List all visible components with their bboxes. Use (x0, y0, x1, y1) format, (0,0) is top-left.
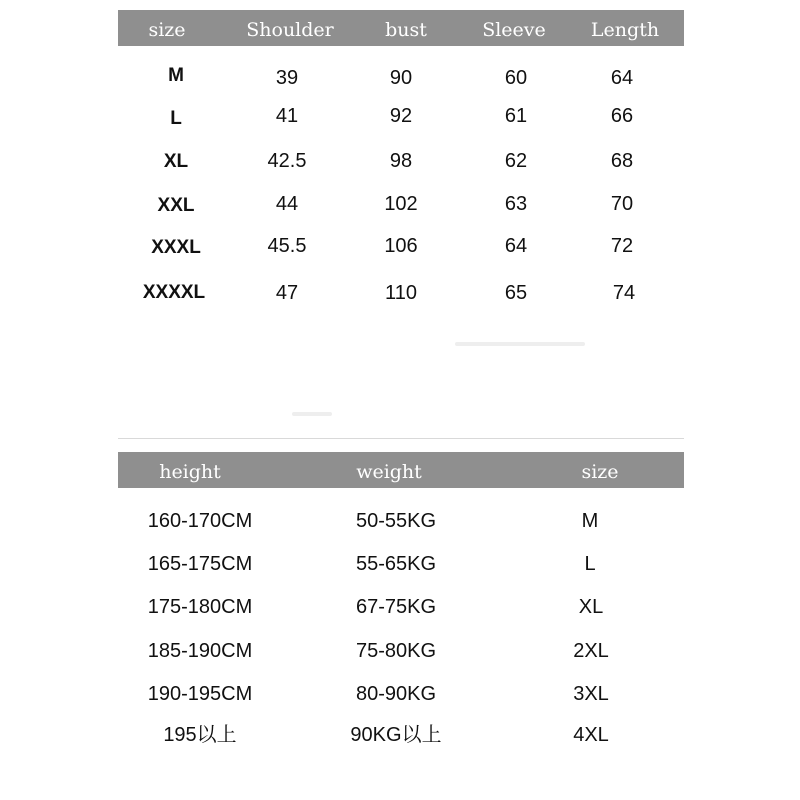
sleeve-cell: 60 (504, 67, 528, 89)
weight-cell: 90KG以上 (350, 724, 442, 746)
header-shoulder: Shoulder (246, 19, 334, 41)
weight-cell: 80-90KG (355, 683, 437, 705)
size-cell: M (581, 510, 599, 532)
size-cell: XL (163, 151, 189, 172)
fit-table-header (118, 452, 684, 488)
shoulder-cell: 42.5 (267, 150, 307, 172)
sleeve-cell: 62 (504, 150, 528, 172)
weight-cell: 75-80KG (355, 640, 437, 662)
size-cell: M (168, 65, 184, 86)
shoulder-cell: 47 (275, 282, 299, 304)
sleeve-cell: 64 (504, 235, 528, 257)
length-cell: 74 (612, 282, 636, 304)
height-cell: 175-180CM (147, 596, 253, 618)
length-cell: 64 (610, 67, 634, 89)
bust-cell: 102 (384, 193, 418, 215)
size-table-header (118, 10, 684, 46)
length-cell: 68 (610, 150, 634, 172)
bust-cell: 110 (385, 282, 417, 304)
header-sleeve: Sleeve (482, 19, 546, 41)
sleeve-cell: 63 (504, 193, 528, 215)
length-cell: 72 (610, 235, 634, 257)
sleeve-cell: 65 (504, 282, 528, 304)
shoulder-cell: 44 (275, 193, 299, 215)
weight-cell: 67-75KG (355, 596, 437, 618)
height-cell: 165-175CM (147, 553, 253, 575)
faint-mark (292, 412, 332, 416)
header-size: size (581, 461, 619, 483)
faint-mark (455, 342, 585, 346)
shoulder-cell: 41 (275, 105, 299, 127)
bust-cell: 92 (389, 105, 413, 127)
sleeve-cell: 61 (504, 105, 528, 127)
size-cell: L (170, 108, 182, 129)
height-cell: 185-190CM (147, 640, 253, 662)
size-cell: XXXXL (142, 282, 206, 303)
height-cell: 190-195CM (147, 683, 253, 705)
size-cell: L (584, 553, 596, 575)
header-weight: weight (356, 461, 422, 483)
length-cell: 66 (610, 105, 634, 127)
header-bust: bust (385, 19, 427, 41)
size-cell: XXXL (151, 237, 201, 258)
shoulder-cell: 45.5 (267, 235, 307, 257)
section-divider (118, 438, 684, 439)
size-cell: 3XL (573, 683, 609, 705)
weight-cell: 55-65KG (355, 553, 437, 575)
size-cell: 4XL (573, 724, 609, 746)
header-size: size (148, 19, 186, 41)
header-height: height (159, 461, 221, 483)
size-cell: XXL (157, 195, 195, 216)
height-cell: 195以上 (163, 724, 237, 746)
size-cell: XL (578, 596, 604, 618)
weight-cell: 50-55KG (355, 510, 437, 532)
bust-cell: 90 (389, 67, 413, 89)
height-cell: 160-170CM (147, 510, 253, 532)
bust-cell: 106 (384, 235, 418, 257)
length-cell: 70 (610, 193, 634, 215)
size-cell: 2XL (573, 640, 609, 662)
bust-cell: 98 (389, 150, 413, 172)
header-length: Length (590, 19, 660, 41)
shoulder-cell: 39 (275, 67, 299, 89)
